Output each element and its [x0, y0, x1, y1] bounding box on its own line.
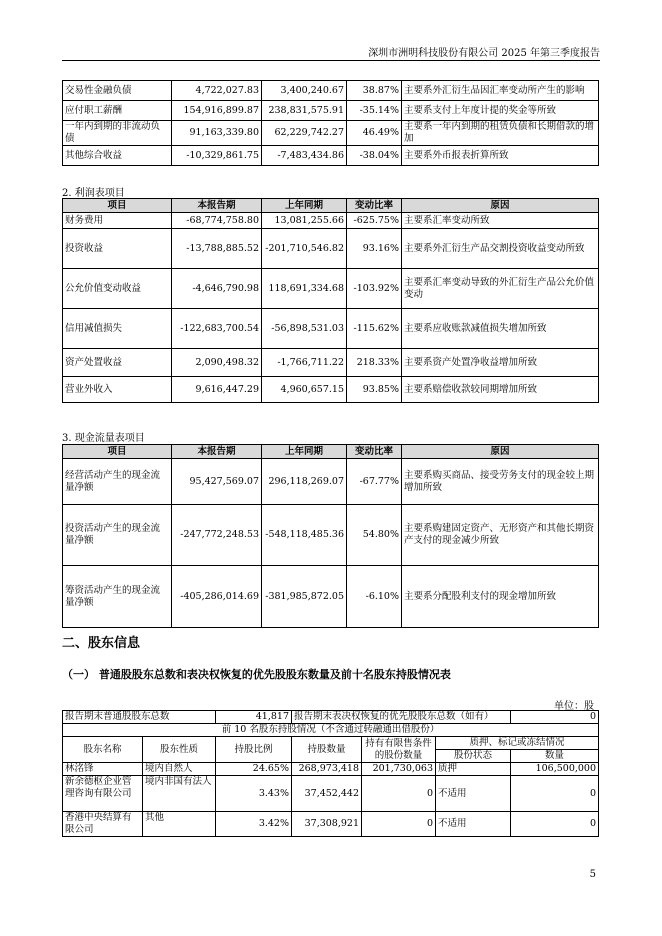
reason-cell: 主要系支付上年度计提的奖金等所致: [402, 101, 599, 121]
holder-name: 林洺锋: [63, 763, 143, 776]
column-header: 本报告期: [172, 445, 262, 459]
restricted-qty: 0: [362, 812, 436, 837]
col-pledge-amount: 数量: [511, 750, 599, 763]
reason-cell: 主要系外币报表折算所致: [402, 146, 599, 166]
prior-period-cell: 238,831,575.91: [262, 101, 347, 121]
reason-cell: 主要系分配股利支付的现金增加所致: [402, 566, 599, 628]
holding-ratio: 3.42%: [216, 812, 292, 837]
reason-cell: 主要系外汇衍生品因汇率变动所产生的影响: [402, 81, 599, 101]
table-row: [63, 349, 599, 377]
restricted-qty: 0: [362, 776, 436, 812]
prior-period-cell: -1,766,711.22: [262, 349, 347, 377]
table-row: [63, 121, 599, 146]
shareholder-table: [62, 710, 599, 837]
change-rate-cell: -35.14%: [347, 101, 402, 121]
holder-name: 香港中央结算有限公司: [63, 812, 143, 837]
column-header: 项目: [63, 199, 172, 213]
pledge-amount: 0: [511, 812, 599, 837]
current-period-cell: 95,427,569.07: [172, 459, 262, 505]
table-row: [63, 101, 599, 121]
cashflow-table: [62, 444, 599, 628]
column-header: 本报告期: [172, 199, 262, 213]
holder-nature: 其他: [143, 812, 216, 837]
col-holder-name: 股东名称: [63, 737, 143, 763]
current-period-cell: -4,646,790.98: [172, 269, 262, 309]
column-header: 变动比率: [347, 445, 402, 459]
column-header: 原因: [402, 445, 599, 459]
prior-period-cell: 4,960,657.15: [262, 377, 347, 403]
change-rate-cell: 46.49%: [347, 121, 402, 146]
item-cell: 一年内到期的非流动负债: [63, 121, 172, 146]
item-cell: 财务费用: [63, 213, 172, 229]
prior-period-cell: -548,118,485.36: [262, 505, 347, 566]
table-row: [63, 566, 599, 628]
total-holders-value: 41,817: [216, 711, 292, 724]
prior-period-cell: -201,710,546.82: [262, 229, 347, 269]
change-rate-cell: -38.04%: [347, 146, 402, 166]
change-rate-cell: 54.80%: [347, 505, 402, 566]
item-cell: 资产处置收益: [63, 349, 172, 377]
reason-cell: 主要系资产处置净收益增加所致: [402, 349, 599, 377]
change-rate-cell: -625.75%: [347, 213, 402, 229]
col-holding-ratio: 持股比例: [216, 737, 292, 763]
change-rate-cell: -67.77%: [347, 459, 402, 505]
col-holding-qty: 持股数量: [292, 737, 362, 763]
prior-period-cell: -7,483,434.86: [262, 146, 347, 166]
reason-cell: 主要系汇率变动所致: [402, 213, 599, 229]
column-header: 原因: [402, 199, 599, 213]
holding-qty: 37,308,921: [292, 812, 362, 837]
prior-period-cell: -56,898,531.03: [262, 309, 347, 349]
holding-qty: 37,452,442: [292, 776, 362, 812]
current-period-cell: -405,286,014.69: [172, 566, 262, 628]
unit-label: 单位：股: [554, 701, 594, 712]
item-cell: 筹资活动产生的现金流量净额: [63, 566, 172, 628]
prior-period-cell: 3,400,240.67: [262, 81, 347, 101]
current-period-cell: 2,090,498.32: [172, 349, 262, 377]
prior-period-cell: -381,985,872.05: [262, 566, 347, 628]
current-period-cell: -68,774,758.80: [172, 213, 262, 229]
pledge-amount: 0: [511, 776, 599, 812]
table-row: [63, 459, 599, 505]
current-period-cell: 4,722,027.83: [172, 81, 262, 101]
top10-title: 前 10 名股东持股情况（不含通过转融通出借股份）: [63, 724, 599, 737]
holding-ratio: 24.65%: [216, 763, 292, 776]
holder-nature: 境内自然人: [143, 763, 216, 776]
change-rate-cell: 93.85%: [347, 377, 402, 403]
change-rate-cell: 38.87%: [347, 81, 402, 101]
current-period-cell: 9,616,447.29: [172, 377, 262, 403]
change-rate-cell: -103.92%: [347, 269, 402, 309]
item-cell: 公允价值变动收益: [63, 269, 172, 309]
prior-period-cell: 118,691,334.68: [262, 269, 347, 309]
cashflow-section-title: 3. 现金流量表项目: [62, 433, 145, 444]
prior-period-cell: 62,229,742.27: [262, 121, 347, 146]
col-share-status: 股份状态: [436, 750, 511, 763]
pledge-amount: 106,500,000: [511, 763, 599, 776]
share-status: 质押: [436, 763, 511, 776]
shareholder-row: [63, 812, 599, 837]
current-period-cell: -10,329,861.75: [172, 146, 262, 166]
reason-cell: 主要系外汇衍生产品交割投资收益变动所致: [402, 229, 599, 269]
item-cell: 投资收益: [63, 229, 172, 269]
reason-cell: 主要系应收账款减值损失增加所致: [402, 309, 599, 349]
page-number: 5: [589, 869, 596, 880]
current-period-cell: -122,683,700.54: [172, 309, 262, 349]
column-header: 上年同期: [262, 199, 347, 213]
pref-holders-label: 报告期末表决权恢复的优先股股东总数（如有）: [292, 711, 511, 724]
header-divider: [62, 60, 600, 61]
shareholder-count-heading: （一） 普通股股东总数和表决权恢复的优先股股东数量及前十名股东持股情况表: [62, 668, 451, 681]
item-cell: 经营活动产生的现金流量净额: [63, 459, 172, 505]
column-header: 变动比率: [347, 199, 402, 213]
holder-nature: 境内非国有法人: [143, 776, 216, 812]
current-period-cell: -247,772,248.53: [172, 505, 262, 566]
income-section-title: 2. 利润表项目: [62, 188, 125, 199]
item-cell: 信用减值损失: [63, 309, 172, 349]
reason-cell: 主要系赔偿收款较同期增加所致: [402, 377, 599, 403]
income-statement-table: [62, 198, 599, 403]
column-header: 上年同期: [262, 445, 347, 459]
shareholder-info-heading: 二、股东信息: [62, 636, 141, 651]
prior-period-cell: 296,118,269.07: [262, 459, 347, 505]
table-row: [63, 229, 599, 269]
reason-cell: 主要系购建固定资产、无形资产和其他长期资产支付的现金减少所致: [402, 505, 599, 566]
change-rate-cell: -6.10%: [347, 566, 402, 628]
share-status: 不适用: [436, 776, 511, 812]
item-cell: 营业外收入: [63, 377, 172, 403]
restricted-qty: 201,730,063: [362, 763, 436, 776]
balance-sheet-table: [62, 80, 599, 166]
col-restricted-qty: 持有有限售条件的股份数量: [362, 737, 436, 763]
item-cell: 应付职工薪酬: [63, 101, 172, 121]
col-holder-nature: 股东性质: [143, 737, 216, 763]
table-row: [63, 146, 599, 166]
change-rate-cell: -115.62%: [347, 309, 402, 349]
table-row: [63, 309, 599, 349]
holding-ratio: 3.43%: [216, 776, 292, 812]
item-cell: 其他综合收益: [63, 146, 172, 166]
table-row: [63, 377, 599, 403]
holder-name: 新余德枢企业管理咨询有限公司: [63, 776, 143, 812]
shareholder-row: [63, 763, 599, 776]
table-row: [63, 505, 599, 566]
current-period-cell: 91,163,339.80: [172, 121, 262, 146]
item-cell: 交易性金融负债: [63, 81, 172, 101]
total-holders-label: 报告期末普通股股东总数: [63, 711, 216, 724]
change-rate-cell: 218.33%: [347, 349, 402, 377]
column-header: 项目: [63, 445, 172, 459]
holding-qty: 268,973,418: [292, 763, 362, 776]
table-row: [63, 269, 599, 309]
item-cell: 投资活动产生的现金流量净额: [63, 505, 172, 566]
change-rate-cell: 93.16%: [347, 229, 402, 269]
shareholder-row: [63, 776, 599, 812]
reason-cell: 主要系汇率变动导致的外汇衍生产品公允价值变动: [402, 269, 599, 309]
current-period-cell: -13,788,885.52: [172, 229, 262, 269]
share-status: 不适用: [436, 812, 511, 837]
col-pledge-group: 质押、标记或冻结情况: [436, 737, 599, 750]
pref-holders-value: 0: [511, 711, 599, 724]
reason-cell: 主要系购买商品、接受劳务支付的现金较上期增加所致: [402, 459, 599, 505]
reason-cell: 主要系一年内到期的租赁负债和长期借款的增加: [402, 121, 599, 146]
table-row: [63, 81, 599, 101]
prior-period-cell: 13,081,255.66: [262, 213, 347, 229]
table-row: [63, 213, 599, 229]
current-period-cell: 154,916,899.87: [172, 101, 262, 121]
report-header: 深圳市洲明科技股份有限公司 2025 年第三季度报告: [368, 48, 600, 59]
